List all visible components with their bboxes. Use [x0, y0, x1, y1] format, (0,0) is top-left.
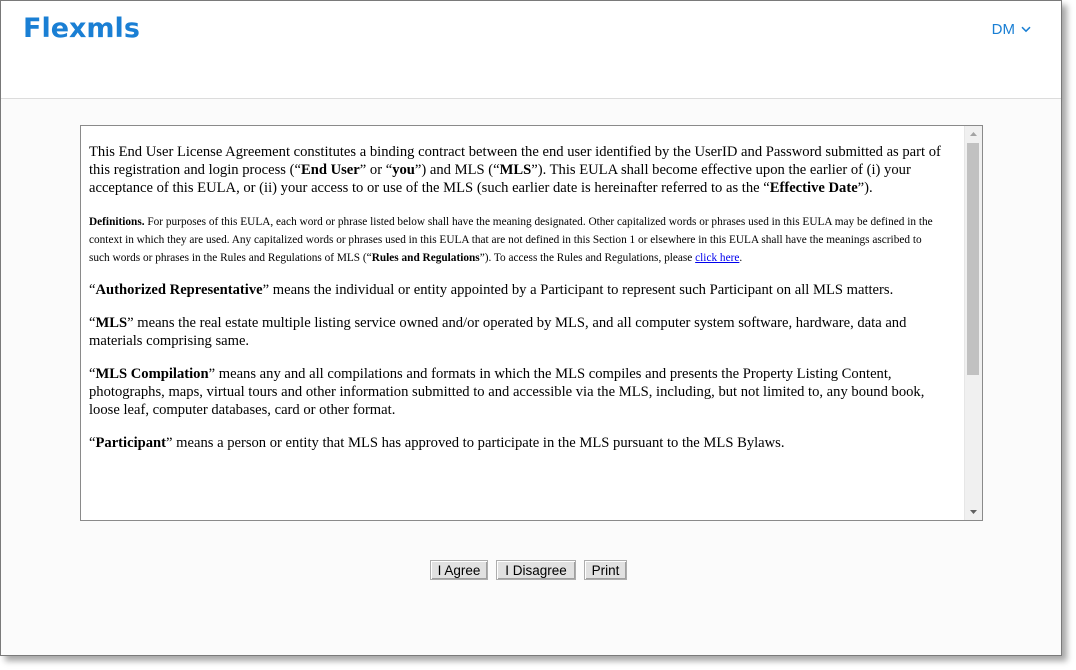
definition-text: ” means a person or entity that MLS has approved to participate in the MLS pursuant to the MLS Bylaws. — [166, 435, 785, 451]
eula-textbox[interactable] — [80, 125, 983, 521]
definitions-text: . — [739, 252, 743, 264]
flexmls-logo[interactable]: Flexmls — [23, 13, 140, 44]
definition-text: ” means any and all compilations and formats in which the MLS compiles and presents the Property Listing Content, photographs, maps, virtual tours and other information submitted to and accessible via the MLS, including, but not limited to, any bound book, loose leaf, computer databases, card or other format. — [89, 366, 925, 418]
app-header — [1, 1, 1061, 99]
definition-participant — [89, 434, 955, 452]
user-menu[interactable] — [992, 21, 1031, 38]
scroll-down-arrow-icon[interactable] — [965, 504, 982, 520]
definition-authorized-representative — [89, 281, 955, 299]
intro-text: This End User License Agreement constitutes a binding contract between the end user identified by the UserID and Password submitted as part of this registration and login process (“ — [89, 144, 941, 178]
intro-text: ” or “ — [359, 162, 393, 178]
intro-text: ”). — [857, 180, 873, 196]
main-content — [1, 99, 1061, 655]
definitions-heading: Definitions. — [89, 216, 145, 228]
chevron-down-icon — [1021, 26, 1031, 33]
defined-term: Participant — [95, 435, 167, 451]
i-disagree-button[interactable]: I Disagree — [496, 560, 576, 580]
definition-text: ” means the real estate multiple listing service owned and/or operated by MLS, and all computer system software, hardware, data and materials comprising same. — [89, 315, 907, 349]
definitions-text: ”). To access the Rules and Regulations, please — [479, 252, 696, 264]
end-user-term: End User — [300, 162, 360, 178]
quote-mark: “ — [89, 435, 96, 451]
effective-date-term: Effective Date — [769, 180, 858, 196]
quote-mark: “ — [89, 366, 96, 382]
defined-term: MLS Compilation — [95, 366, 209, 382]
definition-mls — [89, 314, 955, 350]
quote-mark: “ — [89, 282, 96, 298]
intro-text: ”). This EULA shall become effective upon the earlier of (i) your acceptance of this EULA, or (ii) your access to or use of the MLS (such earlier date is hereinafter referred to as the “ — [89, 162, 911, 196]
definitions-text: For purposes of this EULA, each word or phrase listed below shall have the meaning designated. Other capitalized words or phrases used in this EULA may be defined in the context in which they are used. Any capitalized words or phrases used in this EULA that are not defined in this Section 1 or elsewhere in this EULA shall have the meanings ascribed to such words or phrases in the Rules and Regulations of MLS (“ — [89, 216, 933, 264]
eula-intro-paragraph — [89, 143, 955, 197]
rules-link[interactable]: click here — [695, 252, 740, 264]
vertical-scrollbar[interactable] — [964, 126, 982, 520]
eula-actions — [430, 560, 627, 580]
scroll-up-arrow-icon[interactable] — [965, 126, 982, 142]
i-agree-button[interactable]: I Agree — [430, 560, 488, 580]
definition-mls-compilation — [89, 365, 955, 419]
quote-mark: “ — [89, 315, 96, 331]
intro-text: ”) and MLS (“ — [414, 162, 500, 178]
print-button[interactable]: Print — [584, 560, 627, 580]
rules-and-regulations-term: Rules and Regulations — [371, 252, 480, 264]
mls-term: MLS — [499, 162, 532, 178]
defined-term: MLS — [95, 315, 128, 331]
you-term: you — [392, 162, 415, 178]
definitions-paragraph — [89, 213, 939, 267]
user-initials: DM — [991, 21, 1015, 38]
defined-term: Authorized Representative — [95, 282, 263, 298]
scroll-thumb[interactable] — [967, 143, 979, 375]
definition-text: ” means the individual or entity appointed by a Participant to represent such Participant on all MLS matters. — [262, 282, 894, 298]
eula-text — [81, 126, 961, 520]
